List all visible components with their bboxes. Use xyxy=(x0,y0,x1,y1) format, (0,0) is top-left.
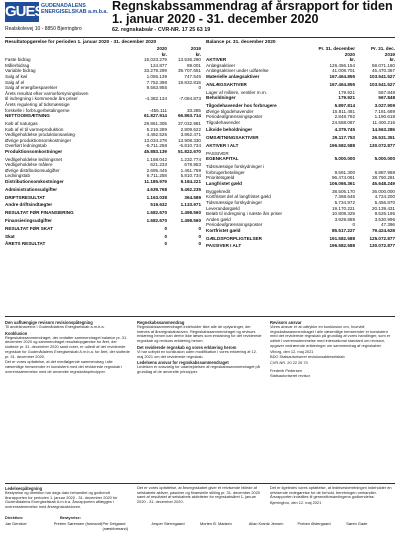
row-label: ANLÆGSAKTIVER xyxy=(206,81,247,87)
row-label: Ledningstab xyxy=(5,173,31,179)
row-value-prior: 1.461.759 xyxy=(180,167,201,173)
row-label: AKTIVER xyxy=(206,57,227,63)
director-label: Direktion: xyxy=(5,515,24,520)
row-label: forbrugerbetalinger xyxy=(206,169,245,175)
row-value-prior: 130.072.877 xyxy=(369,243,395,249)
row-value-current: 96.474.061 xyxy=(332,175,355,181)
row-label: OMSÆTNINGSAKTIVER xyxy=(206,135,259,141)
income-title: Resultatopgørelse for perioden 1. januar 2020 - 31. december 2020 xyxy=(5,40,157,45)
row-value-current: 1.163.038 xyxy=(146,194,167,200)
row-label: Vedligeholdelse produktionsanlæg xyxy=(5,132,75,138)
row-value-prior: 14.563.286 xyxy=(372,127,395,133)
row-value-prior: 103.541.527 xyxy=(369,81,395,87)
row-label: Anlægsaktiver under udførelse xyxy=(206,68,269,74)
company-name: GUDENADALENS ENERGISELSKAB a.m.b.a. xyxy=(41,3,108,15)
row-value-current: 179.921 xyxy=(338,89,355,95)
table-row xyxy=(206,236,395,242)
row-value-current: 13.034.278 xyxy=(144,137,167,143)
row-label: Variable bidrag xyxy=(5,68,36,74)
row-value-prior: 47.396 xyxy=(380,222,395,228)
row-value-prior: 0 xyxy=(198,85,201,91)
row-value-prior: 1.190.618 xyxy=(374,114,395,120)
balance-rows xyxy=(206,57,395,249)
row-value-prior: 567.848 xyxy=(378,95,395,101)
row-value-current: 167.464.855 xyxy=(329,81,355,87)
row-label: Vedligeholdelse ledningsnet xyxy=(5,156,62,162)
row-value-current: 85.517.227 xyxy=(332,227,355,233)
row-value-current: 0 xyxy=(164,233,167,239)
row-value-current: 1.158.042 xyxy=(146,156,167,162)
row-value-prior: kr. xyxy=(389,57,395,63)
table-row xyxy=(5,226,201,232)
row-value-prior: 4.724.200 xyxy=(374,194,395,200)
row-label: forskelle i forbrugerbetalingerne xyxy=(5,107,70,113)
row-value-prior: 20.139.431 xyxy=(372,205,395,211)
row-value-current: 167.464.855 xyxy=(329,73,355,79)
row-label: Andre driftsindtægter xyxy=(5,202,53,208)
table-row xyxy=(206,74,395,80)
row-value-prior: 33.285 xyxy=(186,107,201,113)
row-label: Overført ledningstab xyxy=(5,143,47,149)
row-value-prior: 5.456.870 xyxy=(374,199,395,205)
row-label: EGENKAPITAL xyxy=(206,156,239,162)
table-row xyxy=(5,218,201,224)
row-value-current: 24.558.087 xyxy=(332,119,355,125)
management-opinion: Det er vores opfattelse, at årsregnskabet giver et retvisende billede af selskabets aktiver, passiver og finansielle stilling pr. 31. december 2020 samt af resultatet af selskabets aktiviteter for regnskabsåret 1. januar 2020 - 31. december 2020. xyxy=(137,485,261,505)
row-value-prior: 37.032.981 xyxy=(178,120,201,126)
signatory: Jesper Sterregaard xyxy=(151,521,185,526)
table-row xyxy=(5,234,201,240)
row-value-prior: 58.071.160 xyxy=(372,62,395,68)
row-value-prior: 89.001 xyxy=(186,62,201,68)
row-value-current: 9.591.300 xyxy=(334,169,355,175)
row-value-prior: 66.863.714 xyxy=(178,113,201,119)
row-value-current: 45.883.139 xyxy=(144,148,167,154)
income-statement xyxy=(5,40,201,247)
row-value-current: 19.170.221 xyxy=(332,205,355,211)
row-value-prior: 19.832.815 xyxy=(178,79,201,85)
row-label: Øvrige produktionsomkostninger xyxy=(5,137,72,143)
balance-year-header: 2020 2019 xyxy=(344,51,395,57)
row-label: Anlægsaktiver xyxy=(206,62,236,68)
row-value-current: 4.379.745 xyxy=(334,127,355,133)
row-value-current: 3.929.889 xyxy=(334,216,355,222)
row-label: Vedligeholdelse målere xyxy=(5,162,53,168)
board-label: Bestyrelse: xyxy=(60,515,81,520)
row-value-prior: 130.072.877 xyxy=(369,143,395,149)
row-value-prior: 9.526.195 xyxy=(374,211,395,217)
table-row xyxy=(206,243,395,249)
row-value-current: 6.711.258 xyxy=(146,173,167,179)
table-row xyxy=(5,187,201,193)
row-value-current: 5.897.814 xyxy=(334,102,355,108)
row-label: Beholdninger xyxy=(206,95,236,101)
header-divider xyxy=(5,37,395,38)
table-row xyxy=(5,210,201,216)
signatory: Søren Gade xyxy=(346,521,368,526)
row-value-current: 10.808.329 xyxy=(332,211,355,217)
row-label: NETTOOMSÆTNING xyxy=(5,113,50,119)
row-value-current: 1.682.670 xyxy=(146,217,167,223)
row-value-current: 15.811.481 xyxy=(332,108,355,114)
row-value-current: 1.055.139 xyxy=(146,73,167,79)
row-value-prior: 1.498.560 xyxy=(180,217,201,223)
row-value-current: 38.505.170 xyxy=(332,188,355,194)
row-value-prior: 7.181.689 xyxy=(374,108,395,114)
row-value-prior: 567.848 xyxy=(378,89,395,95)
row-value-prior: 13.908.330 xyxy=(178,137,201,143)
row-label: AKTIVER I ALT xyxy=(206,143,239,149)
row-value-current: 519.632 xyxy=(150,202,167,208)
row-label: Finansieringsudgifter xyxy=(5,217,52,223)
row-value-current: -455.111 xyxy=(149,107,167,113)
row-label: RESULTAT FØR FINANSIERING xyxy=(5,210,74,216)
row-value-prior: 5.492.235 xyxy=(180,186,201,192)
row-value-prior: -5.810.734 xyxy=(179,143,201,149)
signatory: Preben Sørensen (formand) xyxy=(53,521,103,526)
table-row xyxy=(5,195,201,201)
row-value-current: 191.582.588 xyxy=(329,235,355,241)
income-unit-header: kr. kr. xyxy=(161,51,201,57)
management-recommendation: Det er ligeledes vores opfattelse, at ledelsesberetningen indeholder en retvisende redegørelse for de forhold, beretningen omhandler. Årsrapporten indstilles til generalforsamlingens godkendelse. Bjerringbro, den 12. maj 2021 xyxy=(270,485,392,506)
row-value-current: 106.065.361 xyxy=(329,180,355,186)
row-label: Periodeafgrænsningsposter xyxy=(206,222,263,228)
row-value-prior: 36.000.000 xyxy=(372,188,395,194)
row-label: Salg af kwl xyxy=(5,73,28,79)
auditor-opinion: Den uafhængige revisors revisionspåtegning Til andelshaverne i Gudenådalens Energiselskab a.m.b.a. Konklusion Regnskabssammendraget, der omfatter sammendraget balance pr. 31. december 2020 og sammendraget resultatopgørelse for året, der sluttede pr. 31. december 2020 samt noter, er udledt af det reviderede regnskab for Gudenådalens Energiselskab A.m.b.a. for året, der sluttede pr. 31. december 2020. Det er vores opfattelse, at det medfølgende sammendrag i alle væsentlige henseender er konsistent med det reviderede regnskab i overensstemmelse med de anvendte regnskabsprincipper. xyxy=(5,320,130,374)
row-value-prior: 5.000.000 xyxy=(374,156,395,162)
table-row xyxy=(5,113,201,119)
row-value-prior: 11.400.216 xyxy=(372,119,395,125)
balance-sheet xyxy=(206,40,395,249)
row-value-current: 196.582.588 xyxy=(329,143,355,149)
section-divider-bottom xyxy=(5,483,395,484)
row-value-prior: 13.536.290 xyxy=(178,57,201,63)
row-value-current: 5.216.289 xyxy=(146,126,167,132)
row-label: Beløb til indregning i næste års priser xyxy=(206,211,283,217)
table-row xyxy=(5,149,201,155)
row-value-current: 124.877 xyxy=(150,62,167,68)
row-label: Tilgodehavender hos forbrugere xyxy=(206,102,277,108)
row-label: Likvide beholdninger xyxy=(206,127,253,133)
row-value-current: 0 xyxy=(352,222,355,228)
row-value-prior: 26.531.351 xyxy=(372,135,395,141)
row-value-current: 621.233 xyxy=(150,162,167,168)
table-row xyxy=(206,143,395,149)
row-value-prior: 103.541.527 xyxy=(369,73,395,79)
row-value-current: kr. xyxy=(349,57,355,63)
row-value-current: 29.117.753 xyxy=(332,135,355,141)
row-label: Salg af el xyxy=(5,79,25,85)
table-row xyxy=(206,95,395,101)
row-value-prior: 0 xyxy=(198,241,201,247)
row-value-prior: 38.760.281 xyxy=(372,175,395,181)
row-value-current: 29.861.305 xyxy=(144,120,167,126)
row-label: GÆLDSFORPLIGTELSER xyxy=(206,235,262,241)
row-label: Produktionsomkostninger xyxy=(5,148,63,154)
row-label: Køb af naturgas xyxy=(5,120,38,126)
management-statement: Ledelsespåtegning Bestyrelse og direktion har dags dato behandlet og godkendt årsrapporten for perioden 1. januar 2020 - 31. december 2020 for Gudenådalens Energiselskab A.m.b.a. Årsrapporten aflægges i overensstemmelse med årsregnskabsloven. xyxy=(5,486,118,510)
row-label: ÅRETS RESULTAT xyxy=(5,241,46,247)
section-divider xyxy=(5,316,395,317)
row-value-current: -6.711.258 xyxy=(145,143,167,149)
row-label: Salg af energibesparelser xyxy=(5,85,58,91)
summary-notes: Regnskabssammendrag Regnskabssammendraget indeholder ikke alle de oplysninger, der kræves af årsregnskabsloven. Regnskabssammendraget og revisors erklæring herom kan derfor ikke læses som erstatning for det reviderede regnskab og revisors erklæring herom. Det reviderede regnskab og vores erklæring herom Vi har udtrykt en konklusion uden modifikation i vores erklæring af 12. maj 2021 om det reviderede regnskab. Ledelsens ansvar for regnskabssammendraget Ledelsen er ansvarlig for udarbejdelsen af regnskabssammendraget på grundlag af de anvendte principper. xyxy=(137,320,262,374)
row-value-current: 7.752.398 xyxy=(146,79,167,85)
row-value-prior: 5.810.734 xyxy=(180,173,201,179)
row-value-current: -4.382.134 xyxy=(145,96,167,102)
signatory: Per Delgaard (næstformand) xyxy=(102,521,129,531)
row-value-current: 41.008.701 xyxy=(332,68,355,74)
row-label: Kortfristet del af langfristet gæld xyxy=(206,194,271,200)
row-label: Leverandørgæld xyxy=(206,205,240,211)
row-value-current: 15.023.279 xyxy=(144,57,167,63)
row-label: Tilgodehavender xyxy=(206,119,241,125)
row-value-prior: 1.498.560 xyxy=(180,210,201,216)
row-value-current: 1.682.670 xyxy=(146,210,167,216)
row-value-current: 61.827.914 xyxy=(144,113,167,119)
row-value-prior: 3.862.471 xyxy=(180,132,201,138)
table-row xyxy=(206,135,395,141)
row-label: Materielle anlægsaktiver xyxy=(206,73,260,79)
row-label: Distributionsomkostninger xyxy=(5,179,64,185)
row-label: Periodeafgrænsningsposter xyxy=(206,114,263,120)
row-label: RESULTAT FØR SKAT xyxy=(5,225,53,231)
table-row xyxy=(206,156,395,162)
signatories xyxy=(5,522,395,531)
row-value-current: 0 xyxy=(164,241,167,247)
row-value-prior: 125.072.877 xyxy=(369,235,395,241)
row-label: Øvrige distributionsudgifter xyxy=(5,167,60,173)
row-value-prior: 678.953 xyxy=(184,162,201,168)
row-value-prior: 1.232.774 xyxy=(180,156,201,162)
row-label: Prioritetsgæld xyxy=(206,175,235,181)
company-logo: GUES xyxy=(5,3,44,20)
row-label: Anden gæld xyxy=(206,216,231,222)
row-value-prior: 1.133.971 xyxy=(180,202,201,208)
row-value-current: 7.368.646 xyxy=(334,194,355,200)
table-row xyxy=(206,181,395,187)
row-value-prior: 6.887.968 xyxy=(374,169,395,175)
row-value-prior: 3.530.996 xyxy=(374,216,395,222)
row-value-prior: 9.184.221 xyxy=(180,179,201,185)
table-row xyxy=(206,127,395,133)
auditor-title: Den uafhængige revisors revisionspåtegning xyxy=(5,320,93,325)
income-col-header: 2020 2019 xyxy=(156,46,201,51)
balance-title: Balance pr. 31. december 2020 xyxy=(206,40,276,45)
row-value-prior: 364.589 xyxy=(184,194,201,200)
row-label: Målerbidrag xyxy=(5,62,30,68)
table-row xyxy=(206,120,395,126)
signatory: Preben Østergaard xyxy=(297,521,331,526)
table-row xyxy=(5,241,201,247)
row-value-current: 9.563.955 xyxy=(146,85,167,91)
row-value-prior: 45.470.367 xyxy=(372,68,395,74)
page-subtitle: 62. regnskabsår - CVR-NR. 17 25 63 19 xyxy=(112,27,211,33)
row-value-prior: 51.822.670 xyxy=(178,148,201,154)
company-address: Realskolevej 10 - 8850 Bjerringbro xyxy=(5,26,82,32)
row-value-prior: 0 xyxy=(198,233,201,239)
row-label: Årets regulering af tidsmæssige xyxy=(5,101,70,107)
table-row xyxy=(206,82,395,88)
row-label: Faste bidrag xyxy=(5,57,31,63)
header xyxy=(0,0,400,36)
row-value-current: 0 xyxy=(164,225,167,231)
table-row xyxy=(5,179,201,185)
row-value-current: 11.185.979 xyxy=(144,179,167,185)
row-label: Skat xyxy=(5,233,15,239)
income-rows xyxy=(5,57,201,247)
row-value-current: 196.582.588 xyxy=(329,243,355,249)
row-label: Køb af el til varmeproduktion xyxy=(5,126,64,132)
row-value-prior: 79.424.628 xyxy=(372,227,395,233)
row-value-current: 33.279.299 xyxy=(144,68,167,74)
row-label: Byggekredit xyxy=(206,188,231,194)
row-value-prior: 45.648.249 xyxy=(372,180,395,186)
row-label: Tidsmæssige forskydninger i xyxy=(206,164,265,170)
row-value-prior: 0 xyxy=(198,225,201,231)
signatory: Jan Dencker xyxy=(5,521,27,526)
row-value-prior: -7.084.873 xyxy=(179,96,201,102)
row-label: Lager af målere, ventiler m.m. xyxy=(206,89,268,95)
row-value-current: 5.000.000 xyxy=(334,156,355,162)
row-value-current: 4.482.525 xyxy=(146,132,167,138)
row-label: Tidsmæssige forskydninger xyxy=(206,199,262,205)
row-label: PASSIVER I ALT xyxy=(206,243,242,249)
row-value-current: 4.639.768 xyxy=(146,186,167,192)
row-value-prior: 39.707.651 xyxy=(178,68,201,74)
row-value-current: 5.734.972 xyxy=(334,199,355,205)
row-label: Langfristet gæld xyxy=(206,180,242,186)
signatory: Morten B. Madsen xyxy=(200,521,232,526)
row-value-current: 2.695.445 xyxy=(146,167,167,173)
row-value-current: 2.848.792 xyxy=(334,114,355,120)
balance-col-header: Pr. 31. december Pr. 31. dec. xyxy=(318,46,395,51)
row-value-current: 126.456.154 xyxy=(329,62,355,68)
auditor-responsibility: Revisors ansvar Vores ansvar er at udtrykke en konklusion om, hvorvidt regnskabssammendraget i alle væsentlige henseender er konsistent med det reviderede regnskab på grundlag af vores handlinger, som er udført i overensstemmelse med international standard om revision, opgaver vedrørende erklæringer om sammendrag af regnskaber. Viborg, den 12. maj 2021 BDO Statsautoriseret revisionsaktieselskab CVR-NR. 20 22 26 70 Frederik Pedersen Statsautoriseret revisor xyxy=(270,320,391,379)
page-title: Regnskabssammendrag af årsrapport for tiden 1. januar 2020 - 31. december 2020 xyxy=(112,0,393,26)
row-label: DRIFTSRESULTAT xyxy=(5,194,46,200)
row-label: Kortfristet gæld xyxy=(206,227,241,233)
row-label: Administrationsudgifter xyxy=(5,186,58,192)
row-label: PASSIVER xyxy=(206,150,229,156)
row-label: Årets resultat efter varmeforsyningsloven xyxy=(5,90,89,96)
row-value-prior: 747.545 xyxy=(184,73,201,79)
row-value-prior: 2.809.622 xyxy=(180,126,201,132)
table-row xyxy=(5,202,201,208)
signatory: Allan Krantz Jensen xyxy=(248,521,284,526)
row-value-current: 179.921 xyxy=(338,95,355,101)
row-value-prior: 3.027.909 xyxy=(374,102,395,108)
table-row xyxy=(206,228,395,234)
row-label: til indregning i kommende års priser xyxy=(5,96,78,102)
row-label: Øvrige tilgodehavender xyxy=(206,108,254,114)
